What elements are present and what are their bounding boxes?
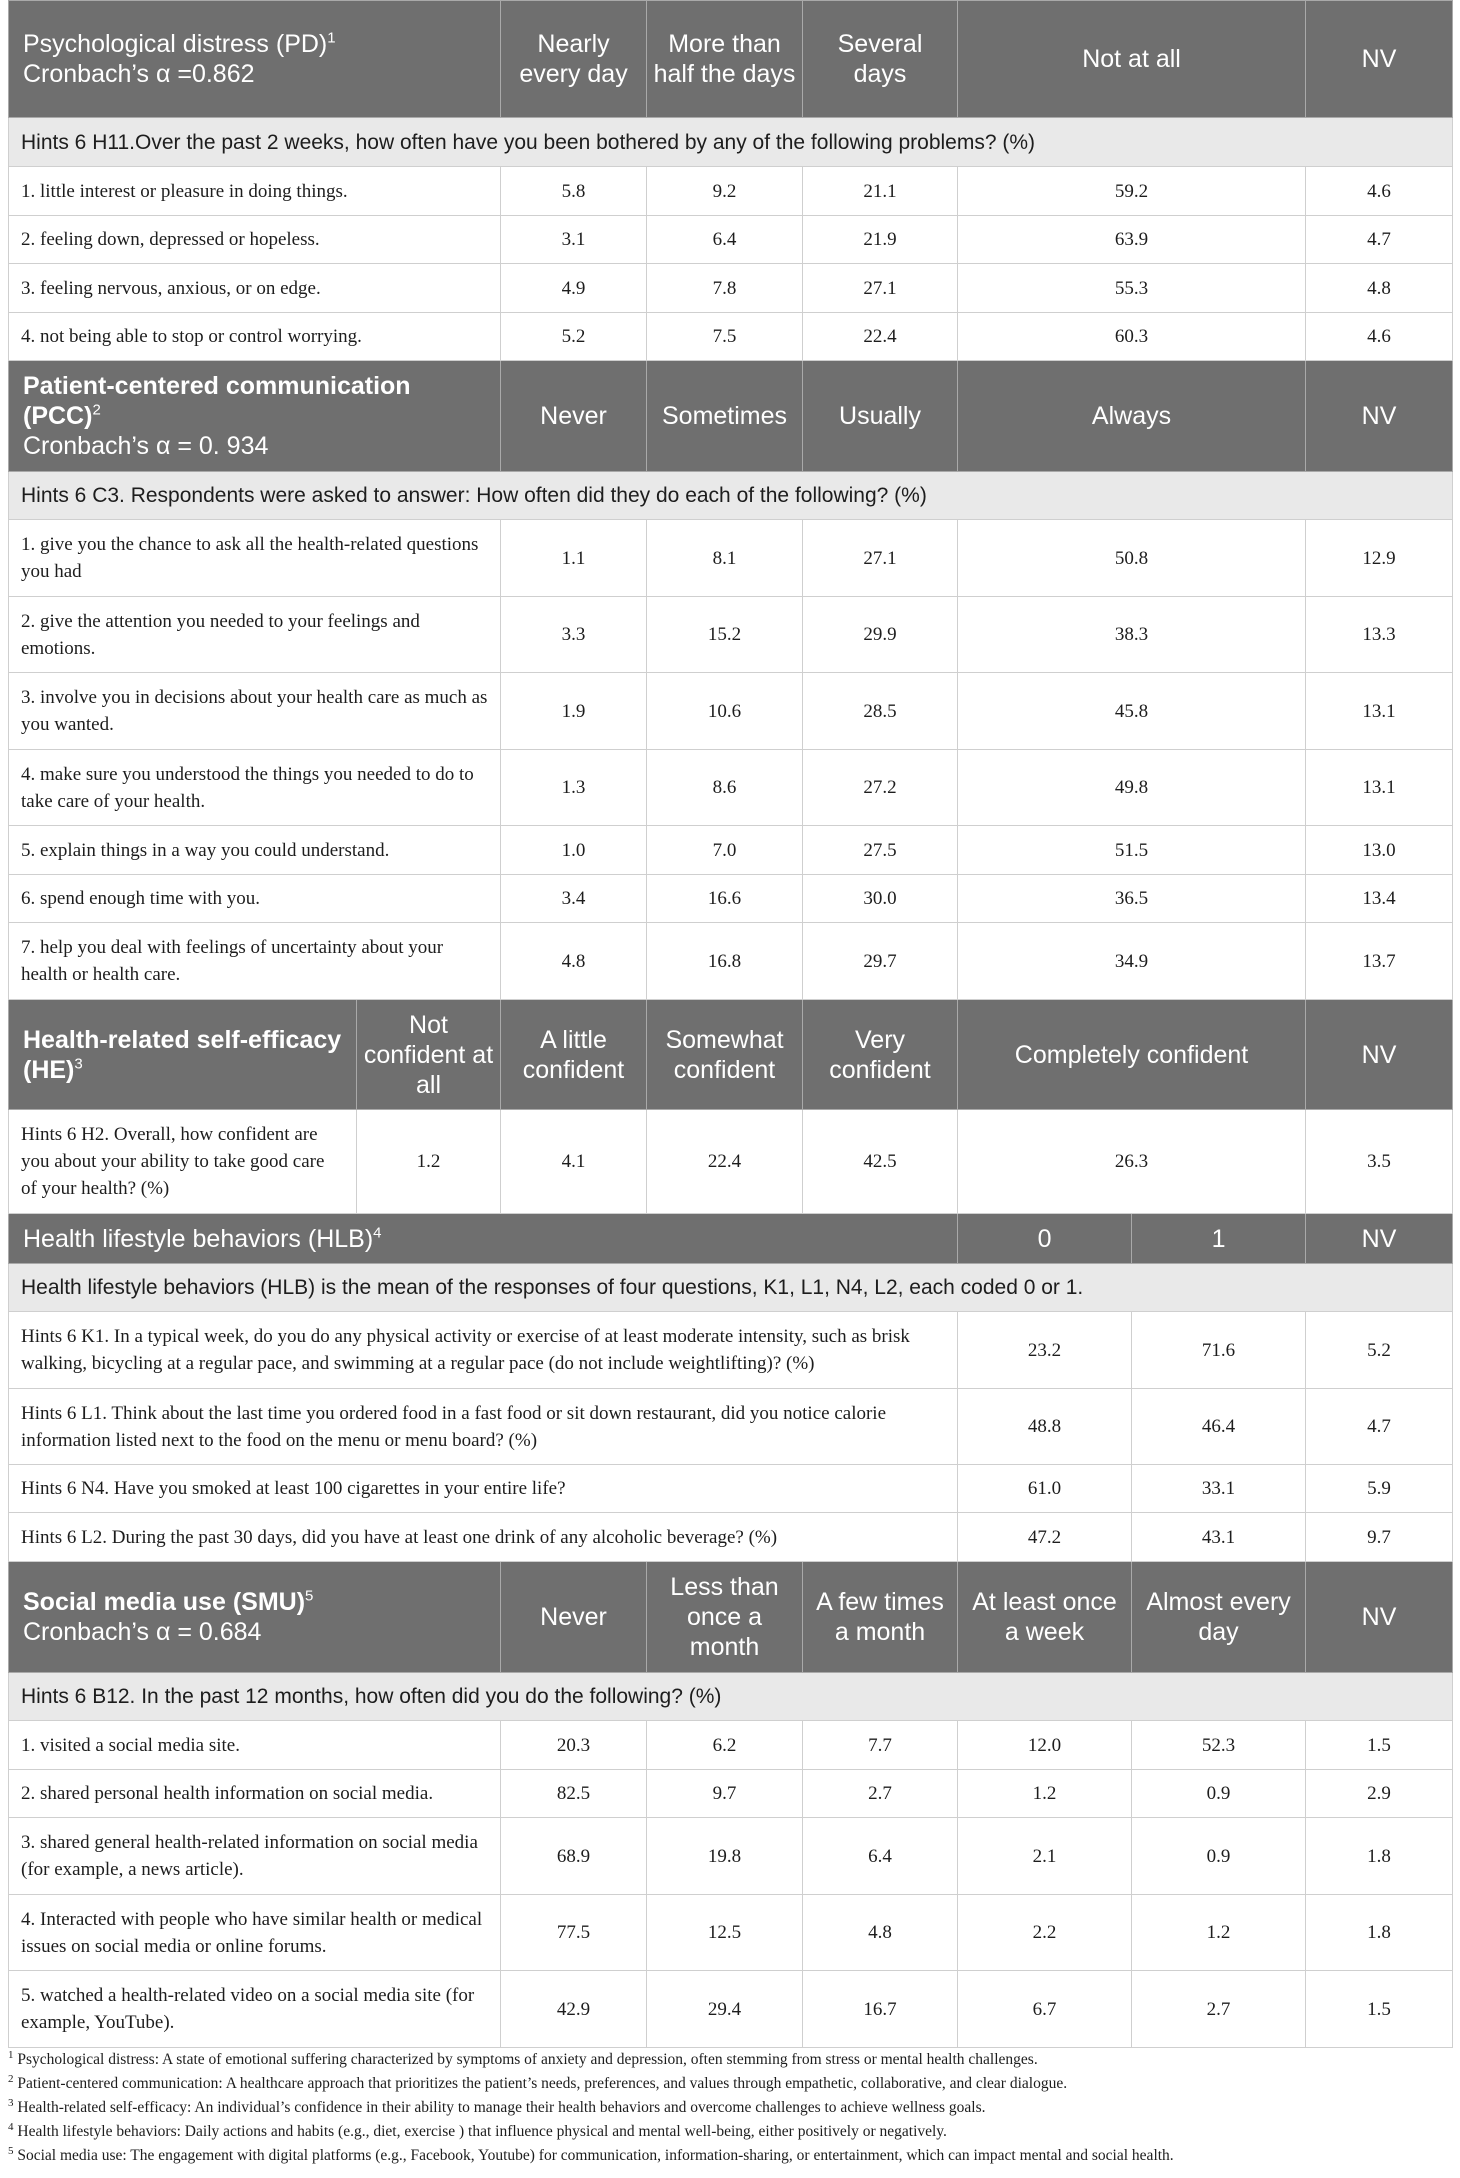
value-cell: 1.9 — [501, 673, 647, 750]
value-cell: 50.8 — [958, 520, 1306, 597]
smu-col-header: Almost every day — [1132, 1562, 1306, 1673]
pd-col-header: More than half the days — [647, 1, 803, 118]
pd-question-row — [9, 118, 1453, 167]
value-cell: 8.6 — [647, 750, 803, 826]
value-cell: 4.1 — [501, 1110, 647, 1214]
value-cell: 13.7 — [1306, 923, 1453, 1000]
value-cell: 43.1 — [1132, 1513, 1306, 1562]
value-cell: 3.4 — [501, 875, 647, 923]
item-label: 6. spend enough time with you. — [9, 875, 501, 923]
footnote-text: Patient-centered communication: A healthcare approach that prioritizes the patient’s needs, preferences, and values through empathetic, collaborative, and clear dialogue. — [17, 2075, 1068, 2092]
table-row — [9, 1971, 1453, 2048]
table-row — [9, 1513, 1453, 1562]
value-cell: 5.2 — [501, 313, 647, 361]
value-cell: 55.3 — [958, 264, 1306, 313]
table-row — [9, 1770, 1453, 1818]
he-col-header: A little confident — [501, 1000, 647, 1110]
pd-title-cell — [9, 1, 501, 118]
value-cell: 16.7 — [803, 1971, 958, 2048]
smu-title: Social media use (SMU) — [23, 1588, 306, 1616]
item-label: 3. shared general health-related information on social media (for example, a news article). — [9, 1818, 501, 1895]
table-row — [9, 923, 1453, 1000]
table-row — [9, 750, 1453, 826]
value-cell: 3.5 — [1306, 1110, 1453, 1214]
table-row — [9, 1110, 1453, 1214]
he-title: Health-related self-efficacy (HE) — [23, 1025, 342, 1084]
value-cell: 45.8 — [958, 673, 1306, 750]
value-cell: 10.6 — [647, 673, 803, 750]
value-cell: 4.6 — [1306, 167, 1453, 216]
pcc-col-header: Usually — [803, 361, 958, 472]
footnote — [8, 2096, 1452, 2120]
value-cell: 29.7 — [803, 923, 958, 1000]
value-cell: 12.5 — [647, 1895, 803, 1971]
table-row — [9, 1312, 1453, 1389]
value-cell: 15.2 — [647, 597, 803, 673]
value-cell: 42.9 — [501, 1971, 647, 2048]
hlb-note-row — [9, 1264, 1453, 1312]
pd-header-row — [9, 1, 1453, 118]
item-label: 3. feeling nervous, anxious, or on edge. — [9, 264, 501, 313]
value-cell: 22.4 — [803, 313, 958, 361]
pd-col-header: Not at all — [958, 1, 1306, 118]
he-header-row — [9, 1000, 1453, 1110]
value-cell: 68.9 — [501, 1818, 647, 1895]
pd-alpha: Cronbach’s α =0.862 — [23, 60, 255, 88]
value-cell: 2.9 — [1306, 1770, 1453, 1818]
he-col-header: Not confident at all — [357, 1000, 501, 1110]
footnote-text: Health lifestyle behaviors: Daily actions and habits (e.g., diet, exercise ) that influence physical and mental well-being, either positively or negatively. — [17, 2123, 947, 2140]
table-row — [9, 264, 1453, 313]
value-cell: 12.9 — [1306, 520, 1453, 597]
value-cell: 1.5 — [1306, 1971, 1453, 2048]
value-cell: 1.2 — [958, 1770, 1132, 1818]
item-label: 2. give the attention you needed to your feelings and emotions. — [9, 597, 501, 673]
value-cell: 20.3 — [501, 1721, 647, 1770]
value-cell: 0.9 — [1132, 1770, 1306, 1818]
value-cell: 7.5 — [647, 313, 803, 361]
item-label: 5. explain things in a way you could understand. — [9, 826, 501, 875]
value-cell: 4.7 — [1306, 216, 1453, 264]
pd-col-header: NV — [1306, 1, 1453, 118]
he-question: Hints 6 H2. Overall, how confident are you about your ability to take good care of your health? (%) — [9, 1110, 357, 1214]
pd-title: Psychological distress (PD) — [23, 30, 328, 58]
value-cell: 49.8 — [958, 750, 1306, 826]
value-cell: 1.2 — [1132, 1895, 1306, 1971]
table-row — [9, 673, 1453, 750]
he-col-header: Somewhat confident — [647, 1000, 803, 1110]
value-cell: 1.5 — [1306, 1721, 1453, 1770]
value-cell: 26.3 — [958, 1110, 1306, 1214]
item-label: Hints 6 L1. Think about the last time you ordered food in a fast food or sit down restaurant, did you notice calorie information listed next to the food on the menu or menu board? (%) — [9, 1389, 958, 1465]
smu-question-row — [9, 1673, 1453, 1721]
pcc-col-header: Never — [501, 361, 647, 472]
value-cell: 1.0 — [501, 826, 647, 875]
value-cell: 27.5 — [803, 826, 958, 875]
item-label: 5. watched a health-related video on a social media site (for example, YouTube). — [9, 1971, 501, 2048]
value-cell: 13.1 — [1306, 750, 1453, 826]
footnote — [8, 2120, 1452, 2144]
item-label: 2. feeling down, depressed or hopeless. — [9, 216, 501, 264]
value-cell: 71.6 — [1132, 1312, 1306, 1389]
table-row — [9, 216, 1453, 264]
value-cell: 34.9 — [958, 923, 1306, 1000]
item-label: Hints 6 K1. In a typical week, do you do any physical activity or exercise of at least moderate intensity, such as brisk walking, bicycling at a regular pace, and swimming at a regular pace (do not include weightlifting)? (%) — [9, 1312, 958, 1389]
value-cell: 9.2 — [647, 167, 803, 216]
value-cell: 4.8 — [1306, 264, 1453, 313]
value-cell: 3.3 — [501, 597, 647, 673]
value-cell: 4.6 — [1306, 313, 1453, 361]
value-cell: 7.0 — [647, 826, 803, 875]
value-cell: 6.2 — [647, 1721, 803, 1770]
hlb-col-header: 1 — [1132, 1214, 1306, 1264]
table-row — [9, 167, 1453, 216]
item-label: 1. little interest or pleasure in doing things. — [9, 167, 501, 216]
pd-col-header: Several days — [803, 1, 958, 118]
survey-measures-table — [8, 0, 1453, 2048]
footnote — [8, 2072, 1452, 2096]
value-cell: 77.5 — [501, 1895, 647, 1971]
item-label: 1. visited a social media site. — [9, 1721, 501, 1770]
pcc-footnote-marker: 2 — [92, 401, 101, 419]
value-cell: 4.9 — [501, 264, 647, 313]
value-cell: 1.8 — [1306, 1895, 1453, 1971]
footnote — [8, 2048, 1452, 2072]
hlb-note: Health lifestyle behaviors (HLB) is the mean of the responses of four questions, K1, L1, N4, L2, each coded 0 or 1. — [9, 1264, 1453, 1312]
value-cell: 13.0 — [1306, 826, 1453, 875]
he-footnote-marker: 3 — [74, 1055, 83, 1073]
value-cell: 4.8 — [803, 1895, 958, 1971]
value-cell: 1.8 — [1306, 1818, 1453, 1895]
pcc-question-row — [9, 472, 1453, 520]
item-label: Hints 6 L2. During the past 30 days, did you have at least one drink of any alcoholic beverage? (%) — [9, 1513, 958, 1562]
value-cell: 29.4 — [647, 1971, 803, 2048]
value-cell: 28.5 — [803, 673, 958, 750]
table-row — [9, 1465, 1453, 1513]
hlb-title: Health lifestyle behaviors (HLB) — [23, 1224, 374, 1253]
smu-header-row — [9, 1562, 1453, 1673]
item-label: 4. Interacted with people who have similar health or medical issues on social media or online forums. — [9, 1895, 501, 1971]
value-cell: 12.0 — [958, 1721, 1132, 1770]
value-cell: 38.3 — [958, 597, 1306, 673]
footnote-text: Psychological distress: A state of emotional suffering characterized by symptoms of anxiety and depression, often stemming from stress or mental health challenges. — [17, 2051, 1038, 2068]
value-cell: 47.2 — [958, 1513, 1132, 1562]
value-cell: 7.7 — [803, 1721, 958, 1770]
pcc-title: Patient-centered communication — [23, 372, 411, 400]
value-cell: 3.1 — [501, 216, 647, 264]
value-cell: 21.9 — [803, 216, 958, 264]
footnote-number: 2 — [8, 2072, 14, 2085]
pd-col-header: Nearly every day — [501, 1, 647, 118]
value-cell: 6.4 — [803, 1818, 958, 1895]
footnote — [8, 2144, 1452, 2168]
table-row — [9, 1895, 1453, 1971]
value-cell: 1.3 — [501, 750, 647, 826]
item-label: 1. give you the chance to ask all the health-related questions you had — [9, 520, 501, 597]
smu-alpha: Cronbach’s α = 0.684 — [23, 1618, 262, 1646]
hlb-header-row — [9, 1214, 1453, 1264]
smu-footnote-marker: 5 — [305, 1587, 314, 1605]
pcc-title-abbr: (PCC) — [23, 402, 93, 430]
item-label: Hints 6 N4. Have you smoked at least 100 cigarettes in your entire life? — [9, 1465, 958, 1513]
pcc-title-cell — [9, 361, 501, 472]
value-cell: 2.2 — [958, 1895, 1132, 1971]
pcc-alpha: Cronbach’s α = 0. 934 — [23, 432, 269, 460]
value-cell: 2.7 — [1132, 1971, 1306, 2048]
pcc-col-header: Always — [958, 361, 1306, 472]
value-cell: 27.1 — [803, 264, 958, 313]
table-row — [9, 875, 1453, 923]
value-cell: 19.8 — [647, 1818, 803, 1895]
value-cell: 22.4 — [647, 1110, 803, 1214]
table-row — [9, 520, 1453, 597]
table-row — [9, 826, 1453, 875]
table-row — [9, 1818, 1453, 1895]
value-cell: 1.2 — [357, 1110, 501, 1214]
pd-question: Hints 6 H11.Over the past 2 weeks, how often have you been bothered by any of the following problems? (%) — [9, 118, 1453, 167]
table-row — [9, 1389, 1453, 1465]
value-cell: 2.1 — [958, 1818, 1132, 1895]
smu-col-header: A few times a month — [803, 1562, 958, 1673]
value-cell: 30.0 — [803, 875, 958, 923]
item-label: 3. involve you in decisions about your health care as much as you wanted. — [9, 673, 501, 750]
hlb-col-header: 0 — [958, 1214, 1132, 1264]
value-cell: 29.9 — [803, 597, 958, 673]
hlb-title-cell — [9, 1214, 958, 1264]
he-col-header: NV — [1306, 1000, 1453, 1110]
value-cell: 63.9 — [958, 216, 1306, 264]
value-cell: 46.4 — [1132, 1389, 1306, 1465]
value-cell: 27.2 — [803, 750, 958, 826]
value-cell: 27.1 — [803, 520, 958, 597]
value-cell: 52.3 — [1132, 1721, 1306, 1770]
value-cell: 1.1 — [501, 520, 647, 597]
value-cell: 9.7 — [1306, 1513, 1453, 1562]
value-cell: 16.8 — [647, 923, 803, 1000]
value-cell: 23.2 — [958, 1312, 1132, 1389]
value-cell: 13.1 — [1306, 673, 1453, 750]
value-cell: 60.3 — [958, 313, 1306, 361]
value-cell: 33.1 — [1132, 1465, 1306, 1513]
value-cell: 13.3 — [1306, 597, 1453, 673]
smu-col-header: At least once a week — [958, 1562, 1132, 1673]
footnote-text: Health-related self-efficacy: An individual’s confidence in their ability to manage their health behaviors and overcome challenges to achieve wellness goals. — [17, 2099, 986, 2116]
value-cell: 61.0 — [958, 1465, 1132, 1513]
pcc-col-header: NV — [1306, 361, 1453, 472]
he-col-header: Very confident — [803, 1000, 958, 1110]
value-cell: 82.5 — [501, 1770, 647, 1818]
value-cell: 21.1 — [803, 167, 958, 216]
value-cell: 42.5 — [803, 1110, 958, 1214]
item-label: 2. shared personal health information on social media. — [9, 1770, 501, 1818]
value-cell: 6.7 — [958, 1971, 1132, 2048]
footnote-number: 5 — [8, 2144, 14, 2157]
table-row — [9, 597, 1453, 673]
value-cell: 4.7 — [1306, 1389, 1453, 1465]
value-cell: 5.2 — [1306, 1312, 1453, 1389]
value-cell: 5.9 — [1306, 1465, 1453, 1513]
pcc-col-header: Sometimes — [647, 361, 803, 472]
smu-col-header: Never — [501, 1562, 647, 1673]
he-col-header: Completely confident — [958, 1000, 1306, 1110]
value-cell: 59.2 — [958, 167, 1306, 216]
value-cell: 0.9 — [1132, 1818, 1306, 1895]
value-cell: 8.1 — [647, 520, 803, 597]
smu-col-header: Less than once a month — [647, 1562, 803, 1673]
footnotes — [8, 2048, 1452, 2168]
footnote-number: 1 — [8, 2048, 14, 2061]
value-cell: 5.8 — [501, 167, 647, 216]
value-cell: 9.7 — [647, 1770, 803, 1818]
item-label: 4. not being able to stop or control worrying. — [9, 313, 501, 361]
value-cell: 13.4 — [1306, 875, 1453, 923]
table-row — [9, 1721, 1453, 1770]
he-title-cell — [9, 1000, 357, 1110]
value-cell: 36.5 — [958, 875, 1306, 923]
footnote-number: 3 — [8, 2096, 14, 2109]
footnote-text: Social media use: The engagement with digital platforms (e.g., Facebook, Youtube) for communication, information-sharing, or entertainment, which can impact mental and social health. — [17, 2147, 1174, 2164]
footnote-number: 4 — [8, 2120, 14, 2133]
value-cell: 2.7 — [803, 1770, 958, 1818]
value-cell: 7.8 — [647, 264, 803, 313]
smu-question: Hints 6 B12. In the past 12 months, how often did you do the following? (%) — [9, 1673, 1453, 1721]
item-label: 4. make sure you understood the things you needed to do to take care of your health. — [9, 750, 501, 826]
smu-col-header: NV — [1306, 1562, 1453, 1673]
pcc-header-row — [9, 361, 1453, 472]
value-cell: 51.5 — [958, 826, 1306, 875]
pd-footnote-marker: 1 — [327, 29, 336, 47]
smu-title-cell — [9, 1562, 501, 1673]
hlb-col-header: NV — [1306, 1214, 1453, 1264]
table-row — [9, 313, 1453, 361]
value-cell: 6.4 — [647, 216, 803, 264]
value-cell: 4.8 — [501, 923, 647, 1000]
item-label: 7. help you deal with feelings of uncertainty about your health or health care. — [9, 923, 501, 1000]
hlb-footnote-marker: 4 — [373, 1224, 382, 1242]
value-cell: 16.6 — [647, 875, 803, 923]
value-cell: 48.8 — [958, 1389, 1132, 1465]
pcc-question: Hints 6 C3. Respondents were asked to answer: How often did they do each of the following? (%) — [9, 472, 1453, 520]
